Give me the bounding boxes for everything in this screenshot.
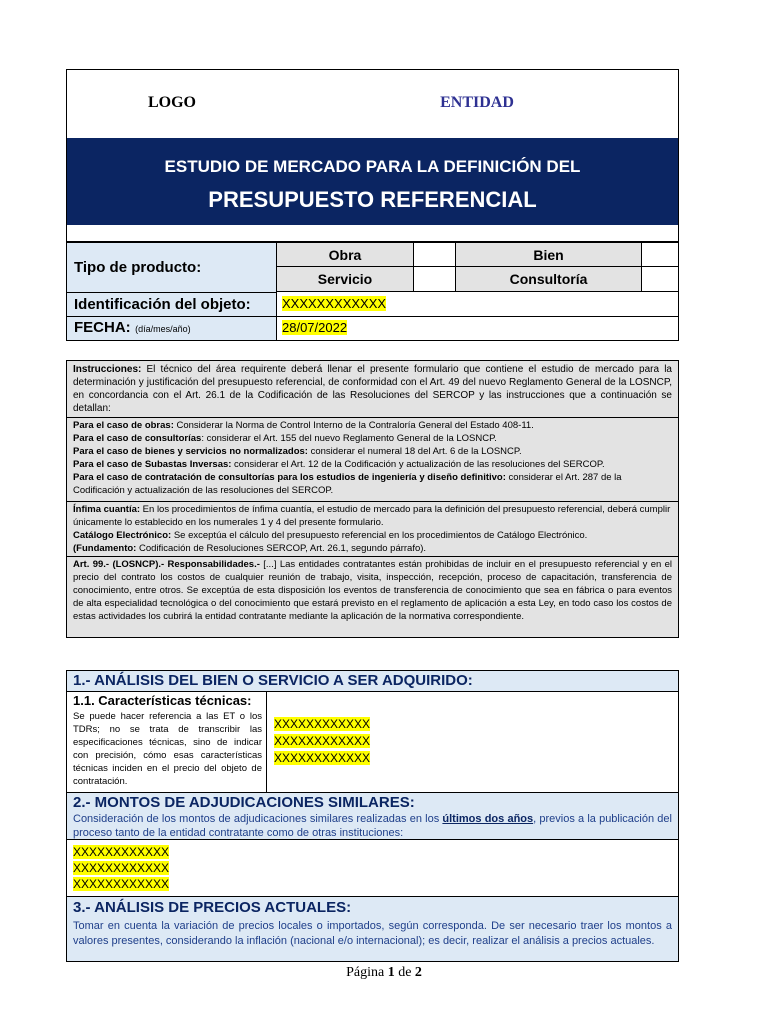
date-format: (día/mes/año) xyxy=(135,324,191,334)
page-total: 2 xyxy=(414,965,422,980)
page-number xyxy=(0,965,768,981)
object-label: Identificación del objeto: xyxy=(74,296,251,313)
case-ingenieria xyxy=(73,471,672,497)
section3-title: 3.- ANÁLISIS DE PRECIOS ACTUALES: xyxy=(73,899,352,916)
info-table xyxy=(66,242,679,341)
page-title-line2: PRESUPUESTO REFERENCIAL xyxy=(208,187,537,212)
option-bien[interactable] xyxy=(456,243,642,267)
section2-header xyxy=(67,792,678,840)
option-bien-label: Bien xyxy=(533,247,564,263)
case-ingenieria-bold: Para el caso de contratación de consultorías para los estudios de ingeniería y diseño definitivo: xyxy=(73,472,506,483)
section1-title: 1.- ANÁLISIS DEL BIEN O SERVICIO A SER ADQUIRIDO: xyxy=(73,672,473,689)
header-box xyxy=(66,69,679,242)
divider xyxy=(67,501,678,502)
page-current: 1 xyxy=(387,965,395,980)
case-subastas-text: considerar el Art. 12 de la Codificación y actualización de las resoluciones del SERCOP. xyxy=(231,459,605,470)
case-subastas xyxy=(73,458,672,471)
section3-desc: Tomar en cuenta la variación de precios locales o importados, según corresponda. De ser necesario traer los montos a valores presentes, considerando la inflación (nacional e/o internacional); es decir, realizar el análisis a precios actuales. xyxy=(73,920,672,947)
date-label: FECHA: xyxy=(74,319,131,336)
option-servicio[interactable] xyxy=(277,267,414,292)
case-subastas-bold: Para el caso de Subastas Inversas: xyxy=(73,459,232,470)
divider xyxy=(67,556,678,557)
option-consultoria[interactable] xyxy=(456,267,642,292)
fundamento-text: Codificación de Resoluciones SERCOP, Art. 26.1, segundo párrafo). xyxy=(136,543,427,554)
infima-paragraph xyxy=(73,503,672,529)
catalogo-bold: Catálogo Electrónico: xyxy=(73,530,172,541)
object-label-cell xyxy=(67,292,277,317)
page-of: de xyxy=(398,965,412,980)
infima-bold: Ínfima cuantía: xyxy=(73,504,141,515)
case-obras-text: Considerar la Norma de Control Interno de la Contraloría General del Estado 408-11. xyxy=(173,420,534,431)
section2-value: XXXXXXXXXXXX xyxy=(73,877,170,891)
product-label: Tipo de producto: xyxy=(74,259,202,276)
section2-value: XXXXXXXXXXXX xyxy=(73,845,170,859)
option-bien-checkbox[interactable] xyxy=(642,243,678,267)
infima-text: En los procedimientos de ínfima cuantía, el estudio de mercado para la definición del presupuesto referencial, deberá cumplir únicamente lo establecido en los numerales 1 y 4 del presente formulario. xyxy=(73,504,671,528)
section2-desc-after: , previos a la publicación del proceso tanto de la entidad contratante como de otras instituciones: xyxy=(73,813,672,839)
section2-values[interactable] xyxy=(67,840,678,896)
section1-values-list xyxy=(274,716,370,767)
instructions-intro-bold: Instrucciones: xyxy=(73,364,142,375)
section2-desc-before: Consideración de los montos de adjudicaciones similares realizadas en los xyxy=(73,813,443,825)
case-obras xyxy=(73,419,672,432)
logo: LOGO xyxy=(147,94,196,111)
date-value-cell[interactable] xyxy=(277,317,678,340)
option-consultoria-label: Consultoría xyxy=(509,271,588,287)
section2-desc xyxy=(73,812,672,840)
case-bienes-text: considerar el numeral 18 del Art. 6 de la LOSNCP. xyxy=(307,446,522,457)
instructions-infima xyxy=(73,503,672,555)
object-value-cell[interactable] xyxy=(277,292,678,317)
section2-values-list xyxy=(73,844,169,892)
section2-desc-emphasis: últimos dos años xyxy=(442,813,534,825)
option-obra[interactable] xyxy=(277,243,414,267)
catalogo-text: Se exceptúa el cálculo del presupuesto referencial en los procedimientos de Catálogo Electrónico. xyxy=(171,530,588,541)
case-bienes-bold: Para el caso de bienes y servicios no normalizados: xyxy=(73,446,308,457)
instructions-art99 xyxy=(73,558,672,623)
option-obra-checkbox[interactable] xyxy=(414,243,456,267)
divider xyxy=(67,417,678,418)
date-label-cell xyxy=(67,317,277,340)
option-consultoria-checkbox[interactable] xyxy=(642,267,678,292)
case-consultorias xyxy=(73,432,672,445)
art99-text: [...] Las entidades contratantes están prohibidas de incluir en el presupuesto referencial y en el precio del contrato los costos de cualquier reunión de trabajo, visita, inspección, recepción, proceso de capacitación, transferencia de conocimiento, entre otros. Se exceptúa de esta disposición los eventos de transferencia de conocimiento que sea en fábrica o para eventos de alta especialidad tecnológica o del conocimiento que estará previsto en el reglamento de aplicación a esta Ley, en todo caso los costos de estas actividades los cubrirá la entidad contratante mediante la aplicación de la normativa correspondiente. xyxy=(73,559,673,622)
case-bienes xyxy=(73,445,672,458)
section1-values[interactable] xyxy=(267,692,678,792)
page-word: Página xyxy=(346,965,385,980)
section3-header xyxy=(67,896,678,961)
title-banner xyxy=(67,138,678,225)
entity-name: ENTIDAD xyxy=(440,94,514,111)
art99-bold: Art. 99.- (LOSNCP).- Responsabilidades.- xyxy=(73,559,260,570)
case-consultorias-bold: Para el caso de consultorías xyxy=(73,433,202,444)
section1-sub-title: 1.1. Características técnicas: xyxy=(73,693,252,708)
object-value: XXXXXXXXXXXX xyxy=(282,296,387,311)
section1-header xyxy=(67,671,678,692)
section2-title: 2.- MONTOS DE ADJUDICACIONES SIMILARES: xyxy=(73,794,415,811)
option-servicio-checkbox[interactable] xyxy=(414,267,456,292)
fundamento-paragraph xyxy=(73,542,672,555)
case-ingenieria-text: considerar el Art. 287 de la Codificación y actualización de las resoluciones del SERCOP. xyxy=(73,472,622,496)
page-title-line1: ESTUDIO DE MERCADO PARA LA DEFINICIÓN DEL xyxy=(164,157,581,176)
case-consultorias-text: : considerar el Art. 155 del nuevo Reglamento General de la LOSNCP. xyxy=(201,433,497,444)
section1-value: XXXXXXXXXXXX xyxy=(274,734,371,748)
section1-value: XXXXXXXXXXXX xyxy=(274,717,371,731)
product-label-cell xyxy=(67,243,277,292)
fundamento-bold: (Fundamento: xyxy=(73,543,137,554)
section1-value: XXXXXXXXXXXX xyxy=(274,751,371,765)
date-value: 28/07/2022 xyxy=(282,320,348,335)
option-obra-label: Obra xyxy=(328,247,362,263)
section2-value: XXXXXXXXXXXX xyxy=(73,861,170,875)
section1-sub-cell xyxy=(67,692,267,792)
catalogo-paragraph xyxy=(73,529,672,542)
case-obras-bold: Para el caso de obras: xyxy=(73,420,174,431)
sections-table xyxy=(66,670,679,962)
instructions-intro xyxy=(73,363,672,415)
section1-sub-desc: Se puede hacer referencia a las ET o los TDRs; no se trata de transcribir las especificaciones técnicas, sino de indicar con precisión, cómo esas características técnicas inciden en el precio del objeto de contratación. xyxy=(73,711,262,787)
date-label-wrap xyxy=(74,319,191,337)
instructions-intro-text: El técnico del área requirente deberá llenar el presente formulario que contiene el estudio de mercado para la determinación y justificación del presupuesto referencial, de conformidad con el Art. 49 del nuevo Reglamento General de la LOSNCP, en concordancia con el Art. 26.1 de la Codificación de las Resoluciones del SERCOP y las instrucciones que a continuación se detallan: xyxy=(73,364,672,414)
instructions-cases xyxy=(73,419,672,497)
instructions-box xyxy=(66,360,679,638)
option-servicio-label: Servicio xyxy=(317,271,373,287)
